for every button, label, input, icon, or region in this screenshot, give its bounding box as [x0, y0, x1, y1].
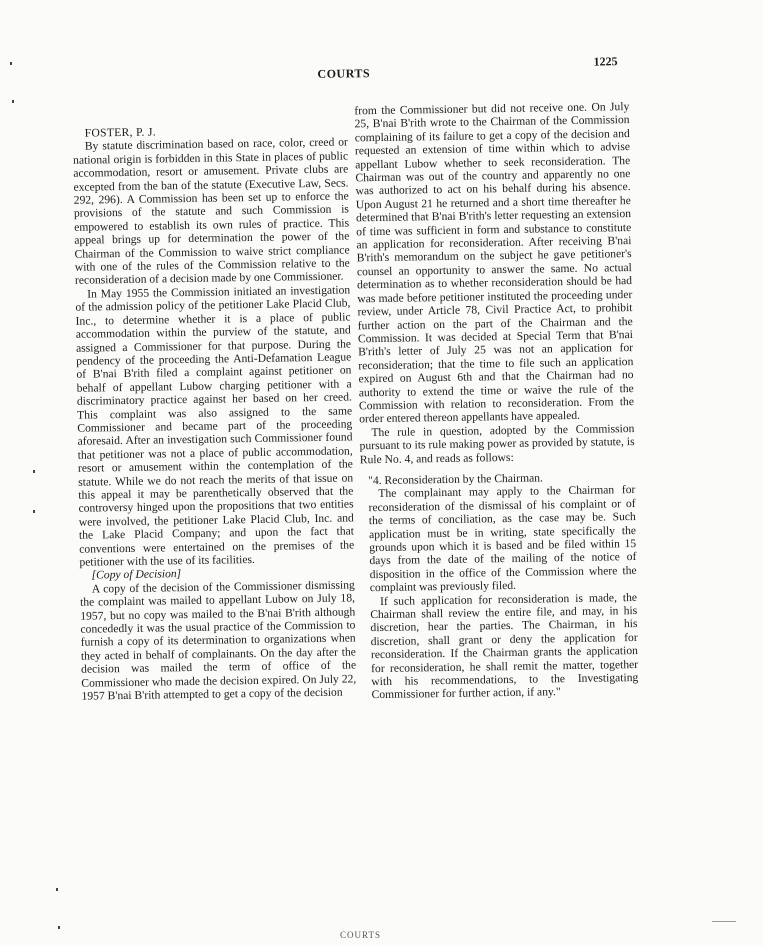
scan-speck: [33, 510, 35, 513]
rule-quote: [360, 470, 639, 702]
right-column: [354, 100, 638, 702]
scan-speck: [10, 62, 12, 65]
quote-paragraph: If such application for reconsideration is made, the Chairman shall review the entire file, and may, in his discretion, hear the parties. The Chairman, in his discretion, shall grant or deny the application for reconsideration. If the Chairman grants the application for reconsideration, he shall remit the matter, together with his recommendations, to the Investigating Commissioner for further action, if any.": [370, 590, 639, 702]
section-heading: [Copy of Decision]: [91, 567, 182, 582]
paragraph: In May 1955 the Commission initiated an investigation of the admission policy of the petitioner Lake Placid Club, Inc., to determine whether it is a place of public accommodation within the purview of the statute, and assigned a Commissioner for that purpose. During the pendency of the proceeding the Anti-Defamation League of B'nai B'rith filed a complaint against petitioner on behalf of appellant Lubow charging petitioner with a discriminatory practice against her based on her creed. This complaint was also assigned to the same Commissioner and became part of the proceeding aforesaid. After an investigation such Commissioner found that petitioner was not a place of public accommodation, resort or amusement within the contemplation of the statute. While we do not reach the merits of that issue on this appeal it may be parenthetically observed that the controversy hinged upon the propositions that two entities were involved, the petitioner Lake Placid Club, Inc. and the Lake Placid Company; and upon the fact that conventions were entertained on the premises of the petitioner with the use of its facilities.: [75, 283, 355, 569]
paragraph: By statute discrimination based on race, color, creed or national origin is forbidden in this State in places of public accommodation, resort or amusement. Private clubs are excepted from the ban of the statute (Executive Law, Secs. 292, 296). A Commission has been set up to enforce the provisions of the statute and such Commission is empowered to establish its own rules of practice. This appeal brings up for determination the power of the Chairman of the Commission to waive strict compliance with one of the rules of the Commission relative to the reconsideration of a decision made by one Commissioner.: [72, 135, 350, 288]
scan-speck: [56, 888, 58, 891]
scan-speck: [33, 470, 35, 473]
paragraph: A copy of the decision of the Commissioner dismissing the complaint was mailed to appellant Lubow on July 18, 1957, but no copy was mailed to the B'nai B'rith although concededly it was the usual practice of the Commission to furnish a copy of its determination to organizations when they acted in behalf of complainants. On the day after the decision was mailed the term of office of the Commissioner who made the decision expired. On July 22, 1957 B'nai B'rith attempted to get a copy of the decision: [79, 578, 357, 703]
running-header: COURTS: [317, 66, 371, 81]
page-number: 1225: [593, 54, 618, 69]
scan-speck: [58, 926, 60, 929]
judge-name: FOSTER, P. J.: [84, 125, 156, 140]
paragraph: The rule in question, adopted by the Commission pursuant to its rule making power as provided by statute, is Rule No. 4, and reads as follows:: [359, 421, 635, 466]
paragraph: from the Commissioner but did not receive one. On July 25, B'nai B'rith wrote to the Chairman of the Commission complaining of its failure to get a copy of the decision and requested an extension of time within which to advise appellant Lubow whether to seek reconsideration. The Chairman was out of the country and apparently no one was authorized to act on his behalf during his absence. Upon August 21 he returned and a short time thereafter he determined that B'nai B'rith's letter requesting an extension of time was sufficient in form and substance to constitute an application for reconsideration. After receiving B'nai B'rith's memorandum on the subject he gave petitioner's counsel an opportunity to answer the same. No actual determination as to whether reconsideration should be had was made before petitioner instituted the proceeding under review, under Article 78, Civil Practice Act, to prohibit further action on the part of the Chairman and the Commission. It was decided at Special Term that B'nai B'rith's letter of July 25 was not an application for reconsideration; that the time to file such an application expired on August 6th and that the Chairman had no authority to extend the time or waive the rule of the Commission with relation to reconsideration. From the order entered thereon appellants have appealed.: [354, 100, 635, 426]
scan-line: [712, 921, 736, 922]
quote-heading: "4. Reconsideration by the Chairman.: [368, 471, 543, 488]
left-column: [73, 122, 357, 703]
scan-speck: [12, 100, 14, 103]
page-footer: COURTS: [340, 930, 381, 940]
quote-paragraph: The complainant may apply to the Chairman for reconsideration of the dismissal of his complaint or of the terms of conciliation, as the case may be. Such application must be in writing, state specifically the grounds upon which it is based and be filed within 15 days from the date of the mailing of the notice of disposition in the office of the Commission where the complaint was previously filed.: [368, 483, 637, 595]
